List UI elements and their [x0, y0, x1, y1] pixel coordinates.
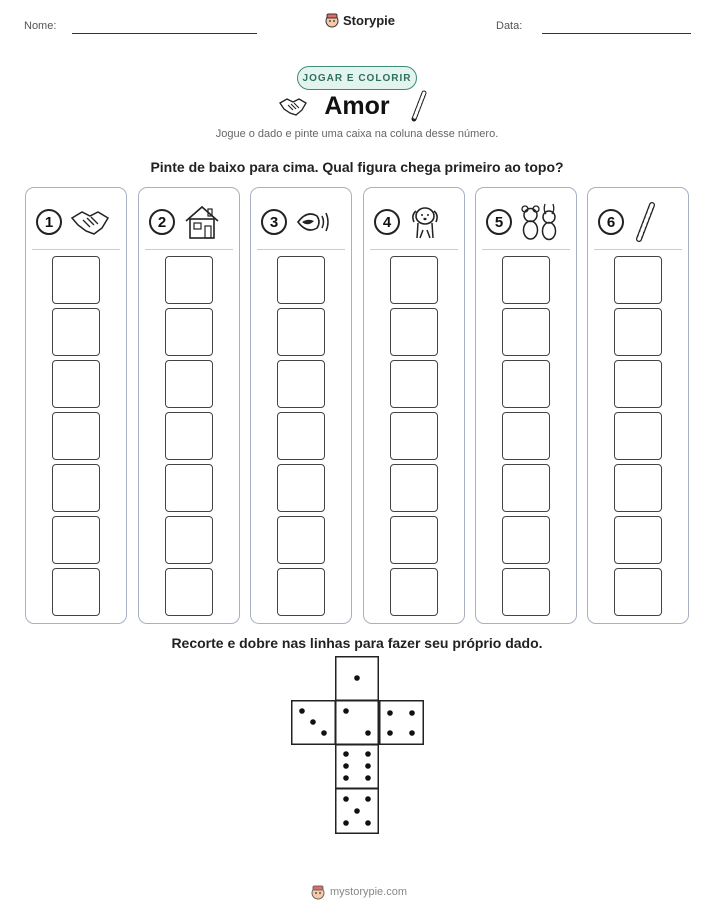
- storypie-mascot-icon: [324, 12, 340, 28]
- column-divider: [594, 249, 682, 250]
- die-face-top: [335, 656, 379, 701]
- storypie-mascot-icon: [310, 884, 326, 900]
- die-face-left: [291, 700, 336, 745]
- column-3: [250, 187, 352, 624]
- color-box[interactable]: [165, 412, 213, 460]
- column-divider: [145, 249, 233, 250]
- color-box[interactable]: [52, 412, 100, 460]
- color-box[interactable]: [614, 412, 662, 460]
- page-subtitle: Jogue o dado e pinte uma caixa na coluna desse número.: [215, 128, 499, 140]
- color-box[interactable]: [390, 360, 438, 408]
- activity-badge: JOGAR E COLORIR: [297, 66, 417, 90]
- color-box[interactable]: [614, 516, 662, 564]
- color-box[interactable]: [52, 360, 100, 408]
- friendship-bracelet-icon: [408, 90, 430, 122]
- color-box[interactable]: [165, 308, 213, 356]
- die-face-bottom-2: [335, 788, 379, 834]
- color-box[interactable]: [502, 464, 550, 512]
- footer: [310, 884, 407, 900]
- color-box[interactable]: [277, 516, 325, 564]
- color-box[interactable]: [52, 256, 100, 304]
- color-box[interactable]: [502, 412, 550, 460]
- handshake-icon: [70, 206, 110, 238]
- footer-url[interactable]: mystorypie.com: [330, 886, 408, 898]
- color-box[interactable]: [502, 360, 550, 408]
- column-divider: [482, 249, 570, 250]
- column-number: 4: [374, 209, 400, 235]
- house-icon: [183, 204, 221, 240]
- color-box[interactable]: [165, 256, 213, 304]
- color-box[interactable]: [165, 516, 213, 564]
- date-label: Data:: [496, 20, 523, 32]
- column-number: 6: [598, 209, 624, 235]
- column-2: [138, 187, 240, 624]
- color-box[interactable]: [52, 568, 100, 616]
- date-line[interactable]: [542, 33, 691, 34]
- brand-logo: [324, 12, 395, 28]
- color-box[interactable]: [390, 516, 438, 564]
- color-box[interactable]: [277, 568, 325, 616]
- color-box[interactable]: [52, 464, 100, 512]
- column-4: [363, 187, 465, 624]
- color-box[interactable]: [390, 308, 438, 356]
- color-box[interactable]: [614, 568, 662, 616]
- color-box[interactable]: [165, 568, 213, 616]
- brand-name: Storypie: [343, 12, 396, 28]
- die-face-center: [335, 700, 379, 745]
- color-box[interactable]: [390, 412, 438, 460]
- page-title: Amor: [324, 92, 390, 120]
- color-box[interactable]: [52, 308, 100, 356]
- color-box[interactable]: [277, 360, 325, 408]
- color-box[interactable]: [502, 256, 550, 304]
- color-box[interactable]: [277, 256, 325, 304]
- column-divider: [32, 249, 120, 250]
- die-face-bottom: [335, 744, 379, 789]
- column-6: [587, 187, 689, 624]
- friendship-bracelet-icon: [632, 202, 658, 242]
- color-box[interactable]: [390, 256, 438, 304]
- color-box[interactable]: [502, 568, 550, 616]
- column-divider: [370, 249, 458, 250]
- color-box[interactable]: [52, 516, 100, 564]
- color-box[interactable]: [614, 256, 662, 304]
- puppy-icon: [408, 203, 442, 241]
- name-label: Nome:: [24, 20, 57, 32]
- color-box[interactable]: [390, 464, 438, 512]
- column-5: [475, 187, 577, 624]
- color-box[interactable]: [165, 464, 213, 512]
- color-box[interactable]: [614, 360, 662, 408]
- color-box[interactable]: [502, 516, 550, 564]
- column-number: 2: [149, 209, 175, 235]
- color-box[interactable]: [390, 568, 438, 616]
- column-1: [25, 187, 127, 624]
- color-box[interactable]: [165, 360, 213, 408]
- instruction-top: Pinte de baixo para cima. Qual figura chega primeiro ao topo?: [150, 159, 564, 175]
- teddy-bear-and-bunny-icon: [520, 203, 560, 241]
- die-face-right: [379, 700, 424, 745]
- color-box[interactable]: [277, 412, 325, 460]
- color-box[interactable]: [277, 308, 325, 356]
- color-box[interactable]: [614, 464, 662, 512]
- column-number: 3: [261, 209, 287, 235]
- instruction-bottom: Recorte e dobre nas linhas para fazer seu próprio dado.: [171, 635, 543, 651]
- column-divider: [257, 249, 345, 250]
- name-line[interactable]: [72, 33, 257, 34]
- color-box[interactable]: [502, 308, 550, 356]
- singing-mouth-icon: [295, 206, 333, 238]
- column-number: 1: [36, 209, 62, 235]
- color-box[interactable]: [614, 308, 662, 356]
- color-box[interactable]: [277, 464, 325, 512]
- column-number: 5: [486, 209, 512, 235]
